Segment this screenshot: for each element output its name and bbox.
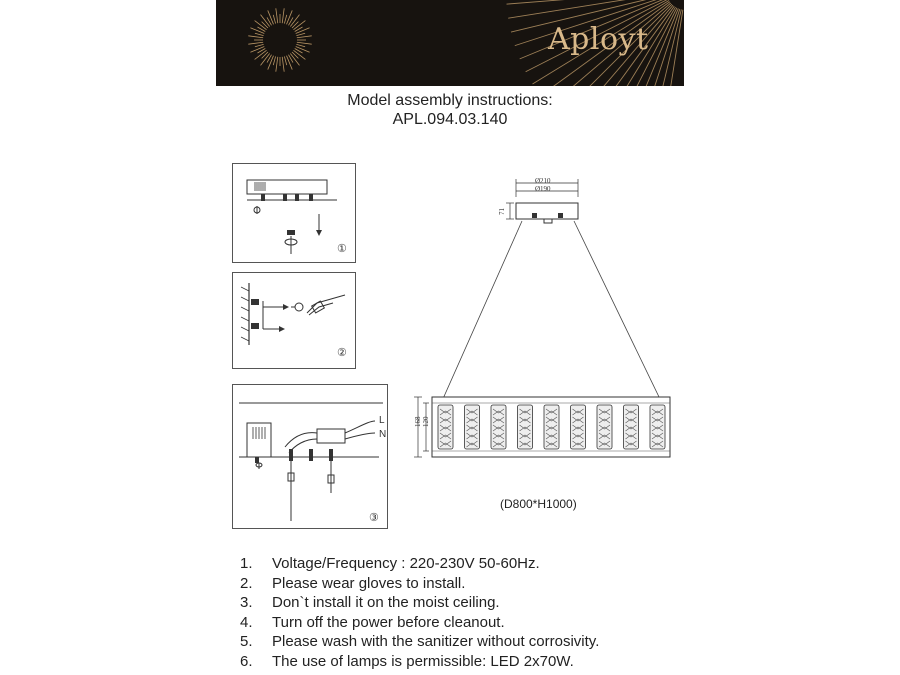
ring-height-inner-dim: 120 — [422, 416, 430, 427]
wire-label-l: L — [379, 415, 385, 426]
assembly-step-3-panel — [232, 384, 388, 529]
canopy-outer-dim: Ø210 — [535, 177, 551, 185]
wire-label-n: N — [379, 429, 387, 440]
list-item: 5. Please wash with the sanitizer without corrosivity. — [240, 633, 600, 650]
canopy-inner-dim: Ø190 — [535, 185, 551, 193]
lamp-technical-drawing — [410, 175, 680, 475]
brand-banner — [216, 0, 684, 86]
list-item: 3. Don`t install it on the moist ceiling. — [240, 594, 500, 611]
step-3-marker: ③ — [369, 512, 379, 524]
assembly-step-1-panel — [232, 163, 356, 263]
instructions-list — [240, 554, 599, 671]
page-title: Model assembly instructions: — [347, 92, 553, 109]
lamp-size-label: (D800*H1000) — [500, 497, 577, 511]
list-item: 4. Turn off the power before cleanout. — [240, 613, 505, 631]
step-1-marker: ① — [337, 243, 347, 255]
brand-name: Aployt — [548, 22, 649, 57]
list-item: 6. The use of lamps is permissible: LED 2x70W. — [240, 652, 574, 670]
model-number: APL.094.03.140 — [392, 111, 508, 128]
list-item: 2. Please wear gloves to install. — [240, 574, 466, 592]
list-item: 1. Voltage/Frequency : 220-230V 50-60Hz. — [240, 555, 540, 572]
assembly-step-2-panel — [232, 272, 356, 369]
ring-height-outer-dim: 168 — [414, 416, 422, 427]
step-2-marker: ② — [337, 347, 347, 359]
canopy-height-dim: 71 — [498, 208, 506, 215]
